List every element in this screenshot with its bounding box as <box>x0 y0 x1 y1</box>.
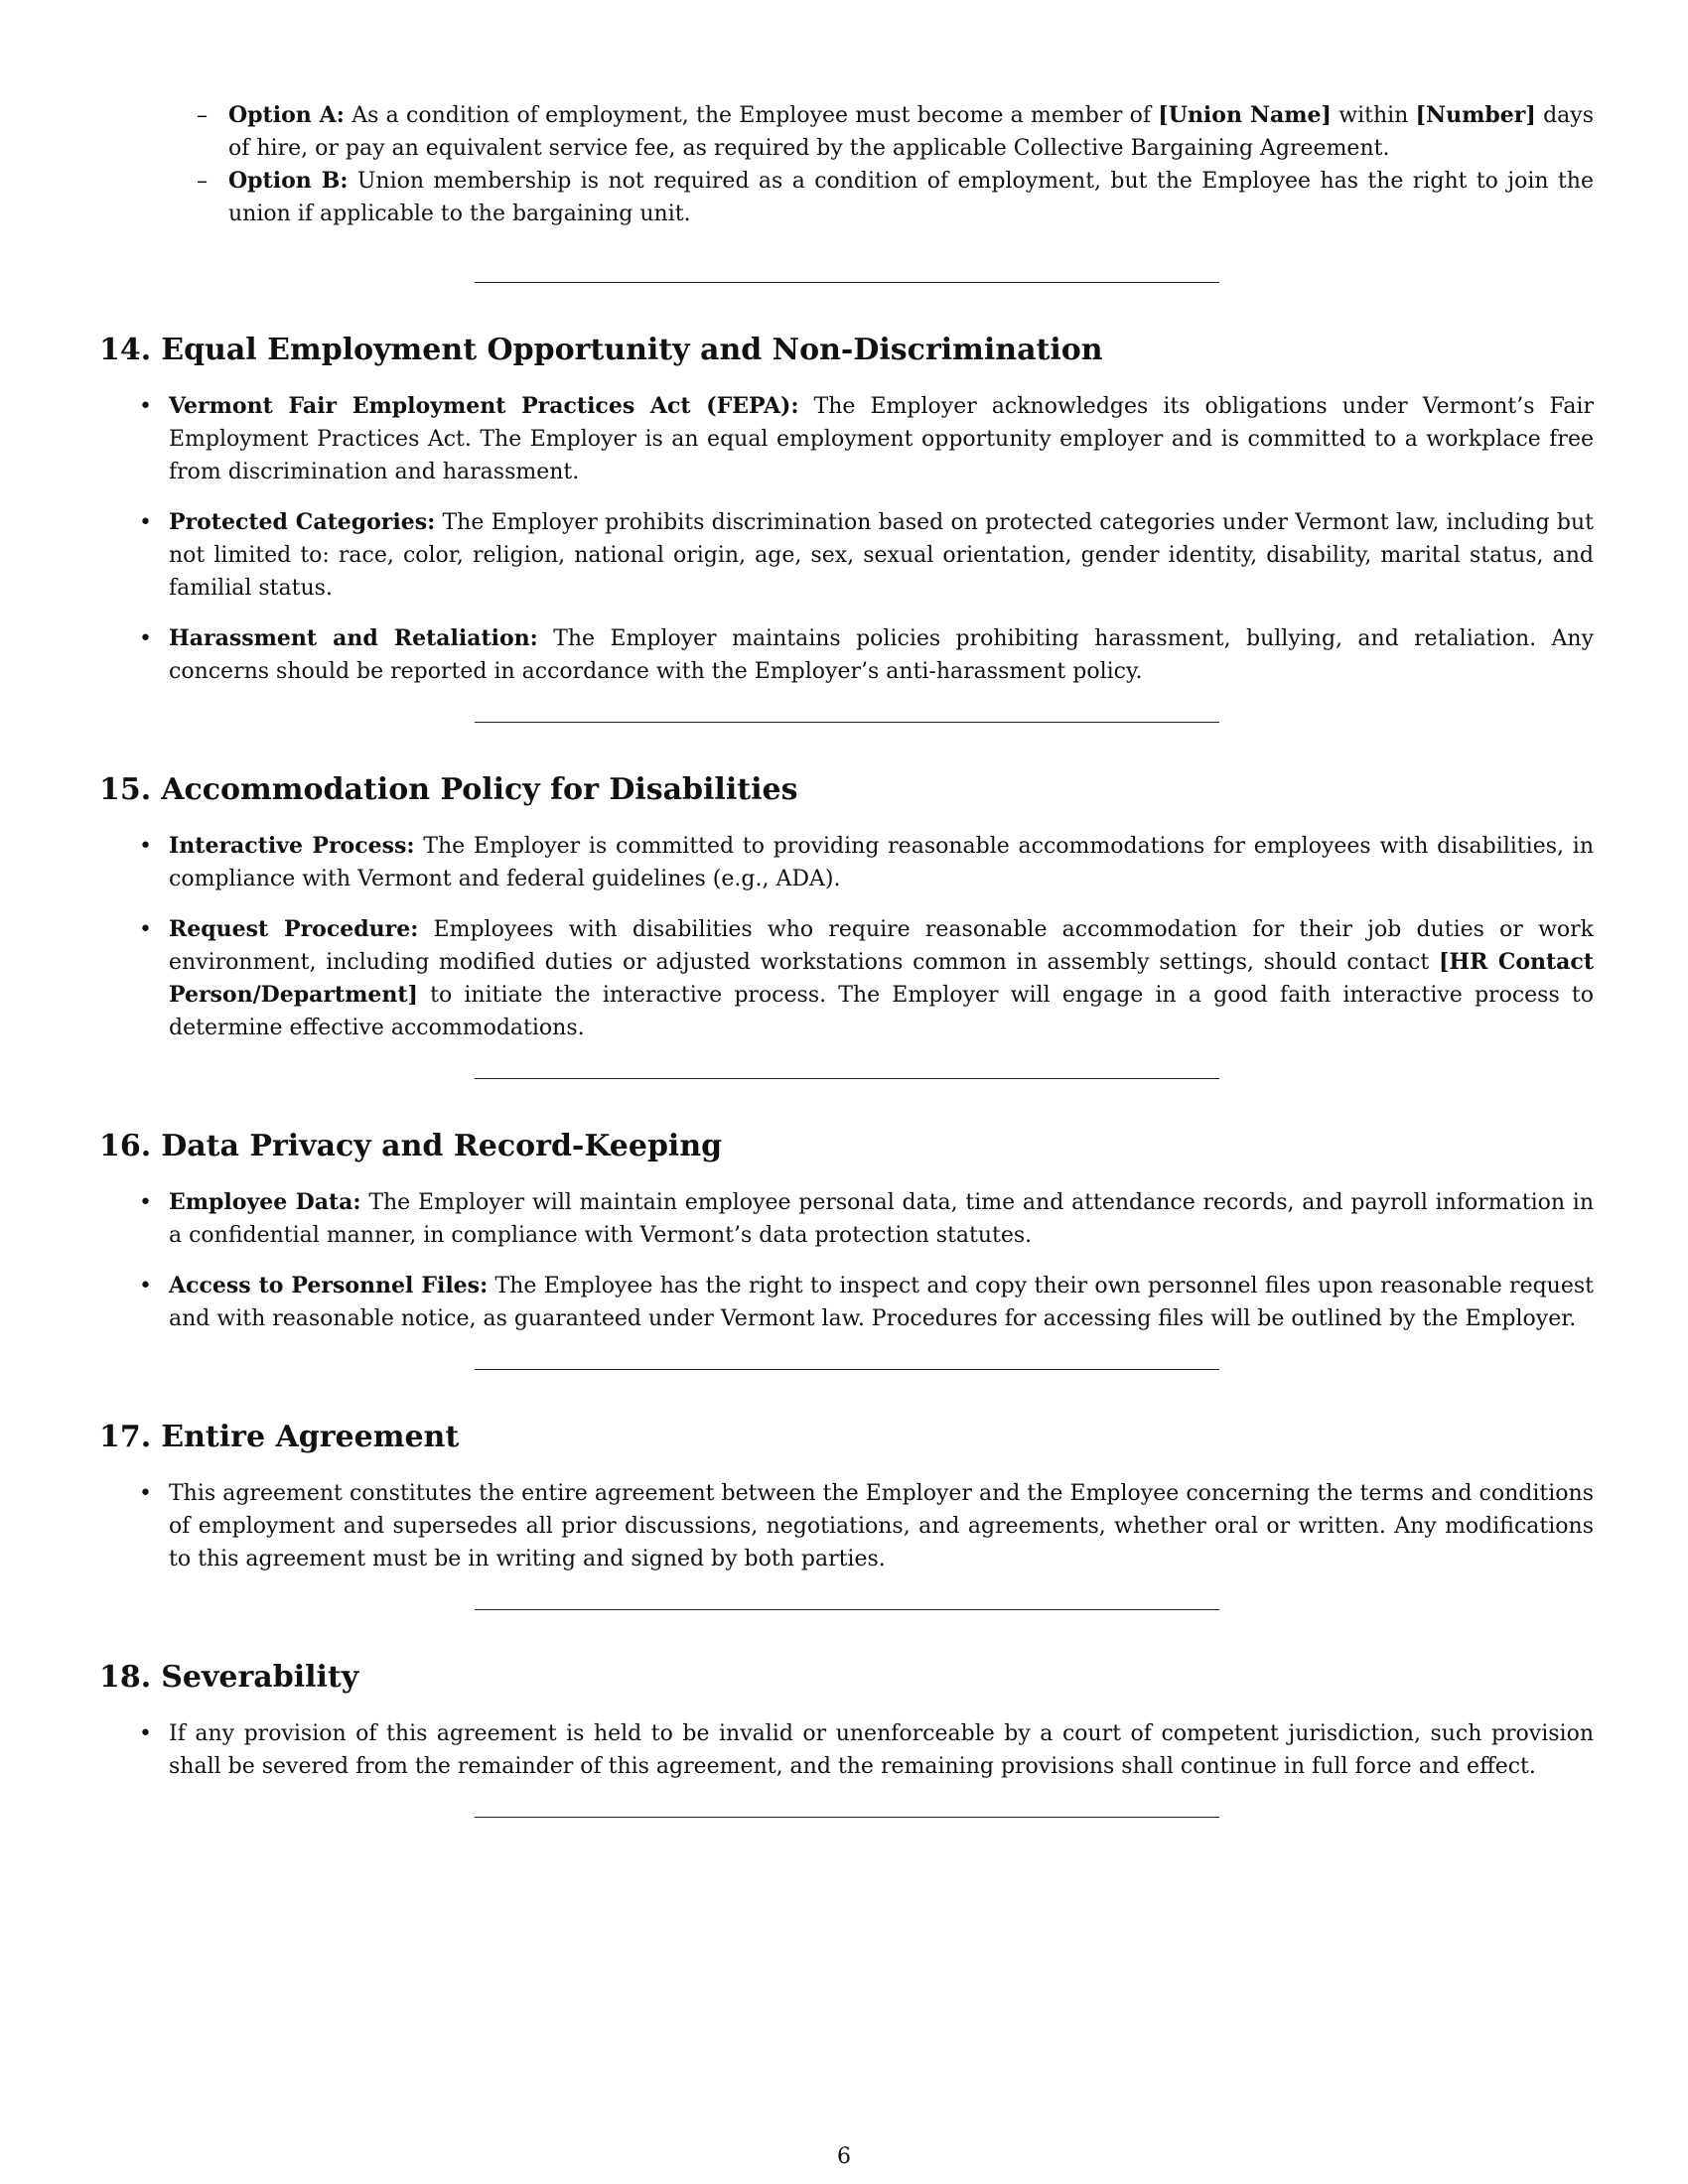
section-bullets <box>137 390 1594 688</box>
text-run: Employees with disabilities who require reasonable accommodation for their job duties or work environment, including modified duties or adjusted workstations common in assembly settings, should contact <box>169 917 1594 975</box>
section-divider <box>475 1609 1219 1610</box>
text-run: As a condition of employment, the Employee must become a member of <box>352 103 1159 128</box>
section-number: 14. <box>99 333 152 367</box>
section-17 <box>99 1418 1594 1610</box>
text-run: The Employee has the right to inspect and copy their own personnel files upon reasonable request and with reasonable notice, as guaranteed under Vermont law. Procedures for accessing files will be outlined by the Employer. <box>169 1274 1594 1331</box>
section-number: 15. <box>99 772 152 807</box>
section-divider <box>475 1078 1219 1079</box>
section-title: Entire Agreement <box>161 1420 460 1454</box>
section-title: Equal Employment Opportunity and Non-Discrimination <box>161 333 1103 367</box>
item-text <box>169 1721 1594 1779</box>
union-option-b <box>197 165 1594 230</box>
section-14 <box>99 331 1594 723</box>
item-text <box>169 1190 1594 1248</box>
section-15 <box>99 770 1594 1079</box>
section-heading <box>99 331 1594 370</box>
item-label: Access to Personnel Files: <box>169 1273 489 1298</box>
option-label: Option B: <box>228 168 349 194</box>
text-run: The Employer maintains policies prohibiting harassment, bullying, and retaliation. Any concerns should be reported in accordance with the Employer’s anti-harassment policy. <box>169 626 1594 684</box>
section-title: Severability <box>161 1660 359 1695</box>
text-run: The Employer is committed to providing reasonable accommodations for employees with disabilities, in compliance with Vermont and federal guidelines (e.g., ADA). <box>169 834 1594 891</box>
item-label: Harassment and Retaliation: <box>169 625 538 651</box>
section-18 <box>99 1658 1594 1818</box>
section-bullets <box>137 1477 1594 1575</box>
section-bullets <box>137 1717 1594 1783</box>
section-heading <box>99 1127 1594 1166</box>
section-divider <box>475 282 1219 283</box>
section-title: Data Privacy and Record-Keeping <box>161 1129 723 1163</box>
list-item <box>137 1270 1594 1335</box>
text-run: If any provision of this agreement is held to be invalid or unenforceable by a court of competent jurisdiction, such provision shall be severed from the remainder of this agreement, and the remaining provisions shall continue in full force and effect. <box>169 1721 1594 1779</box>
union-options-list <box>197 99 1594 230</box>
item-label: Request Procedure: <box>169 916 419 942</box>
option-text <box>228 169 1594 226</box>
union-option-a <box>197 99 1594 165</box>
text-run: The Employer acknowledges its obligations under Vermont’s Fair Employment Practices Act. The Employer is an equal employment opportunity employer and is committed to a workplace free from discrimination and harassment. <box>169 394 1594 484</box>
page-number: 6 <box>837 2144 851 2169</box>
page-content <box>99 99 1594 1818</box>
item-text <box>169 1481 1594 1571</box>
section-heading <box>99 770 1594 810</box>
item-label: Employee Data: <box>169 1189 361 1215</box>
section-16 <box>99 1127 1594 1370</box>
list-item <box>137 1477 1594 1575</box>
section-title: Accommodation Policy for Disabilities <box>161 772 798 807</box>
list-item <box>137 622 1594 688</box>
list-item <box>137 830 1594 895</box>
option-text <box>228 103 1594 161</box>
section-bullets <box>137 1186 1594 1335</box>
list-item <box>137 390 1594 488</box>
section-divider <box>475 1817 1219 1818</box>
option-label: Option A: <box>228 102 345 128</box>
section-number: 16. <box>99 1129 152 1163</box>
section-number: 18. <box>99 1660 152 1695</box>
text-run: to initiate the interactive process. The Employer will engage in a good faith interactive process to determine effective accommodations. <box>169 983 1594 1040</box>
section-divider <box>475 722 1219 723</box>
list-item <box>137 1186 1594 1252</box>
list-item <box>137 913 1594 1044</box>
section-heading <box>99 1658 1594 1698</box>
item-label: Vermont Fair Employment Practices Act (FEPA): <box>169 393 799 419</box>
text-run: The Employer prohibits discrimination based on protected categories under Vermont law, including but not limited to: race, color, religion, national origin, age, sex, sexual orientation, gender identity, disability, marital status, and familial status. <box>169 510 1595 601</box>
list-item <box>137 1717 1594 1783</box>
placeholder-field: [HR Contact Person/Department] <box>169 949 1594 1008</box>
placeholder-field: [Number] <box>1415 102 1536 128</box>
text-run: This agreement constitutes the entire agreement between the Employer and the Employee concerning the terms and conditions of employment and supersedes all prior discussions, negotiations, and agreements, whether oral or written. Any modifications to this agreement must be in writing and signed by both parties. <box>169 1481 1594 1571</box>
text-run: Union membership is not required as a condition of employment, but the Employee has the right to join the union if applicable to the bargaining unit. <box>228 169 1594 226</box>
list-item <box>137 506 1594 605</box>
text-run: within <box>1331 103 1416 128</box>
placeholder-field: [Union Name] <box>1158 102 1332 128</box>
section-divider <box>475 1369 1219 1370</box>
section-bullets <box>137 830 1594 1044</box>
text-run: The Employer will maintain employee personal data, time and attendance records, and payroll information in a confidential manner, in compliance with Vermont’s data protection statutes. <box>169 1190 1594 1248</box>
item-label: Interactive Process: <box>169 833 415 859</box>
section-heading <box>99 1418 1594 1457</box>
text-run: days of hire, or pay an equivalent service fee, as required by the applicable Collective Bargaining Agreement. <box>228 103 1594 161</box>
section-number: 17. <box>99 1420 152 1454</box>
item-label: Protected Categories: <box>169 509 436 535</box>
